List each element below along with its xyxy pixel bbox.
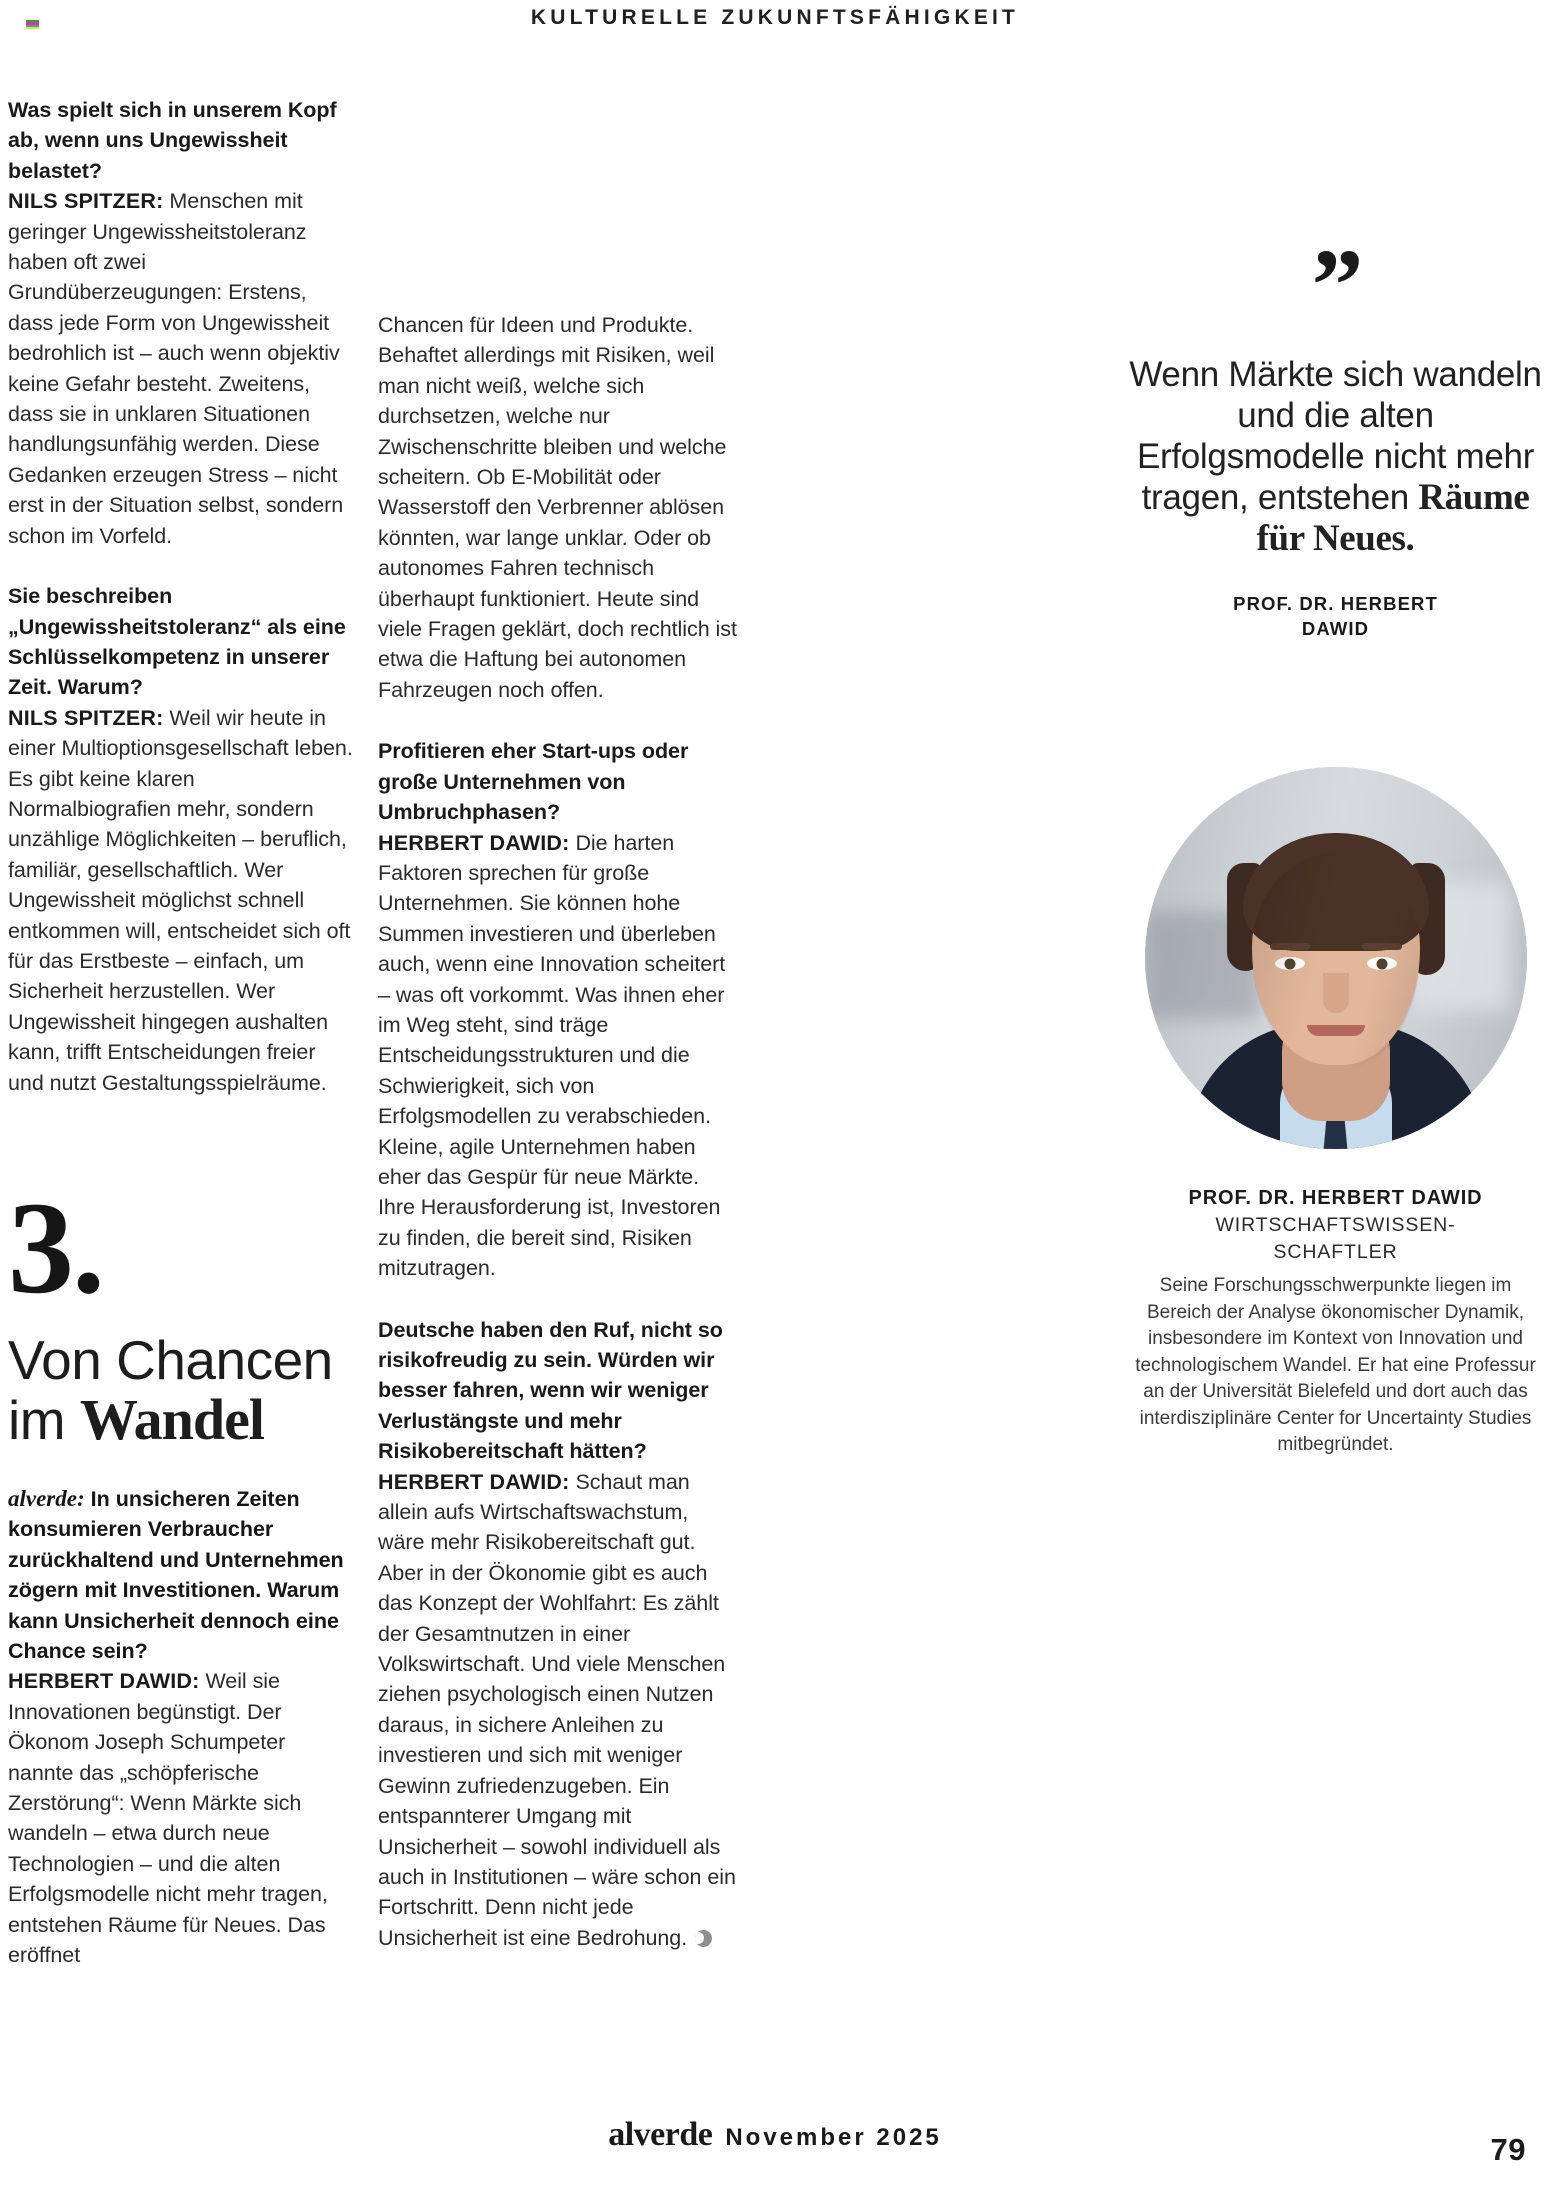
quotation-mark-icon: ” <box>1311 228 1360 343</box>
column-middle <box>378 310 738 1953</box>
bio-role-line-2: SCHAFTLER <box>1273 1241 1398 1263</box>
pull-quote-plain: Wenn Märkte sich wandeln und die alten Erfolgsmodelle nicht mehr tragen, entstehen <box>1129 355 1542 517</box>
portrait-face-shading <box>1252 853 1420 1069</box>
qa-block-2 <box>8 581 356 1098</box>
attribution-line-1: PROF. DR. HERBERT <box>1233 593 1438 614</box>
answer-2 <box>8 703 356 1098</box>
article-columns <box>0 95 1550 2085</box>
answer-3-text: Die harten Faktoren sprechen für große Unternehmen. Sie können hohe Summen investieren und überleben auch, wenn eine Innovation scheitert – was oft vorkommt. Was ihnen eher im Weg steht, sind träge Entscheidungsstrukturen und die Schwierigkeit, sich von Erfolgsmodellen zu verabschieden. Kleine, agile Unternehmen haben eher das Gespür für neue Märkte. Ihre Herausforderung ist, Investoren zu finden, die bereit sind, Risiken mitzutragen. <box>378 830 726 1281</box>
section-kicker: KULTURELLE ZUKUNFTSFÄHIGKEIT <box>530 6 1020 29</box>
question-2: Sie beschreiben „Ungewissheitstoleranz“ als eine Schlüsselkompetenz in unserer Zeit. Warum? <box>8 584 346 700</box>
chapter-title-line-2 <box>8 1387 356 1452</box>
speaker-label-nils-spitzer: NILS SPITZER: <box>8 189 164 214</box>
lead-question-text: In unsicheren Zeiten konsumieren Verbraucher zurückhaltend und Unternehmen zögern mit Investitionen. Warum kann Unsicherheit dennoch eine Chance sein? <box>8 1487 344 1664</box>
qa-block-1 <box>8 95 356 551</box>
portrait-photo-herbert-dawid <box>1145 767 1527 1149</box>
middle-paragraph-1 <box>378 310 738 705</box>
speaker-label-herbert-dawid-3: HERBERT DAWID: <box>378 1469 570 1494</box>
chapter-title <box>8 1330 356 1450</box>
pull-quote-emphasis: Räume für Neues. <box>1256 477 1530 559</box>
paragraph-gap-3 <box>378 1284 738 1315</box>
page-number: 79 <box>1490 2132 1526 2167</box>
answer-3 <box>378 828 738 1284</box>
paragraph-gap <box>8 551 356 581</box>
answer-4-text: Schaut man allein aufs Wirtschaftswachstum, wäre mehr Risikobereitschaft gut. Aber in der Ökonomie gibt es auch das Konzept der Wohlfahrt: Es zählt der Gesamtnutzen in einer Volkswirtschaft. Und viele Menschen ziehen psychologisch einen Nutzen daraus, in sichere Anleihen zu investieren und sich mit weniger Gewinn zufriedenzugeben. Ein entspannterer Umgang mit Unsicherheit – sowohl individuell als auch in Institutionen – wäre schon ein Fortschritt. Denn nicht jede Unsicherheit ist eine Bedrohung. <box>378 1469 736 1950</box>
lead-question <box>8 1484 356 1666</box>
page-footer <box>0 2116 1550 2167</box>
speaker-label-herbert-dawid: HERBERT DAWID: <box>8 1669 200 1694</box>
speaker-label-nils-spitzer-2: NILS SPITZER: <box>8 705 164 730</box>
answer-2-text: Weil wir heute in einer Multioptionsgesellschaft leben. Es gibt keine klaren Normalbiografien mehr, sondern unzählige Möglichkeiten – beruflich, familiär, gesellschaftlich. Wer Ungewissheit möglichst schnell entkommen will, entscheidet sich oft für das Erstbeste – einfach, um Sicherheit herzustellen. Wer Ungewissheit hingegen aushalten kann, trifft Entscheidungen freier und nutzt Gestaltungsspielräume. <box>8 705 353 1095</box>
answer-1 <box>8 186 356 551</box>
lead-answer-block <box>8 1666 356 1970</box>
bio-description: Seine Forschungsschwerpunkte liegen im Bereich der Analyse ökonomischer Dynamik, insbesondere im Kontext von Innovation und technologischem Wandel. Er hat eine Professur an der Universität Bielefeld und dort auch das interdisziplinäre Center for Uncertainty Studies mitbegründet. <box>1135 1275 1536 1455</box>
paragraph-gap-2 <box>378 705 738 736</box>
bio-block <box>1128 1185 1543 1459</box>
question-4: Deutsche haben den Ruf, nicht so risikofreudig zu sein. Würden wir besser fahren, wenn wir weniger Verlustängste und mehr Risikobereitschaft hätten? <box>378 1317 723 1464</box>
portrait-container <box>1128 767 1543 1149</box>
speaker-label-herbert-dawid-2: HERBERT DAWID: <box>378 830 570 855</box>
lead-answer <box>8 1666 356 1970</box>
question-3: Profitieren eher Start-ups oder große Unternehmen von Umbruchphasen? <box>378 739 689 825</box>
column-right <box>1128 95 1543 1459</box>
lead-answer-text: Weil sie Innovationen begünstigt. Der Ökonom Joseph Schumpeter nannte das „schöpferische Zerstörung“: Wenn Märkte sich wandeln – etwa durch neue Technologien – und die alten Erfolgsmodelle nicht mehr tragen, entstehen Räume für Neues. Das eröffnet <box>8 1669 328 1968</box>
column-left <box>8 95 356 1971</box>
chapter-title-bold: Wandel <box>79 1387 264 1452</box>
question-1: Was spielt sich in unserem Kopf ab, wenn uns Ungewissheit belastet? <box>8 98 337 183</box>
qa-block-3 <box>378 736 738 1283</box>
paragraph-continuation: Chancen für Ideen und Produkte. Behaftet allerdings mit Risiken, weil man nicht weiß, welche sich durchsetzen, welche nur Zwischenschritte bleiben und welche scheitern. Ob E-Mobilität oder Wasserstoff den Verbrenner ablösen könnten, war lange unklar. Oder ob autonomes Fahren technisch überhaupt funktioniert. Heute sind viele Fragen geklärt, doch rechtlich ist etwa die Haftung bei autonomen Fahrzeugen noch offen. <box>378 313 737 702</box>
footer-issue-date: November 2025 <box>725 2124 942 2151</box>
chapter-title-plain: im <box>8 1389 80 1451</box>
answer-4 <box>378 1467 738 1954</box>
bio-name: PROF. DR. HERBERT DAWID <box>1188 1187 1483 1209</box>
chapter-number: 3. <box>8 1174 103 1321</box>
article-end-mark-icon <box>695 1930 712 1947</box>
footer-masthead <box>0 2116 1550 2154</box>
answer-1-text: Menschen mit geringer Ungewissheitstoleranz haben oft zwei Grundüberzeugungen: Erstens, dass jede Form von Ungewissheit bedrohlich ist – auch wenn objektiv keine Gefahr besteht. Zweitens, dass sie in unklaren Situationen handlungsunfähig werden. Diese Gedanken erzeugen Stress – nicht erst in der Situation selbst, sondern schon im Vorfeld. <box>8 189 344 548</box>
footer-brand: alverde <box>608 2116 713 2153</box>
brand-name-alverde: alverde: <box>8 1486 85 1511</box>
page-header <box>0 0 1550 56</box>
qa-block-4 <box>378 1315 738 1954</box>
pull-quote-attribution <box>1128 591 1543 641</box>
attribution-line-2: DAWID <box>1301 618 1370 639</box>
chapter-title-line-1: Von Chancen <box>8 1329 333 1391</box>
pull-quote <box>1128 228 1543 641</box>
chapter-opener <box>8 1174 356 1452</box>
bio-role-line-1: WIRTSCHAFTSWISSEN- <box>1215 1214 1456 1236</box>
pull-quote-text <box>1128 354 1543 559</box>
